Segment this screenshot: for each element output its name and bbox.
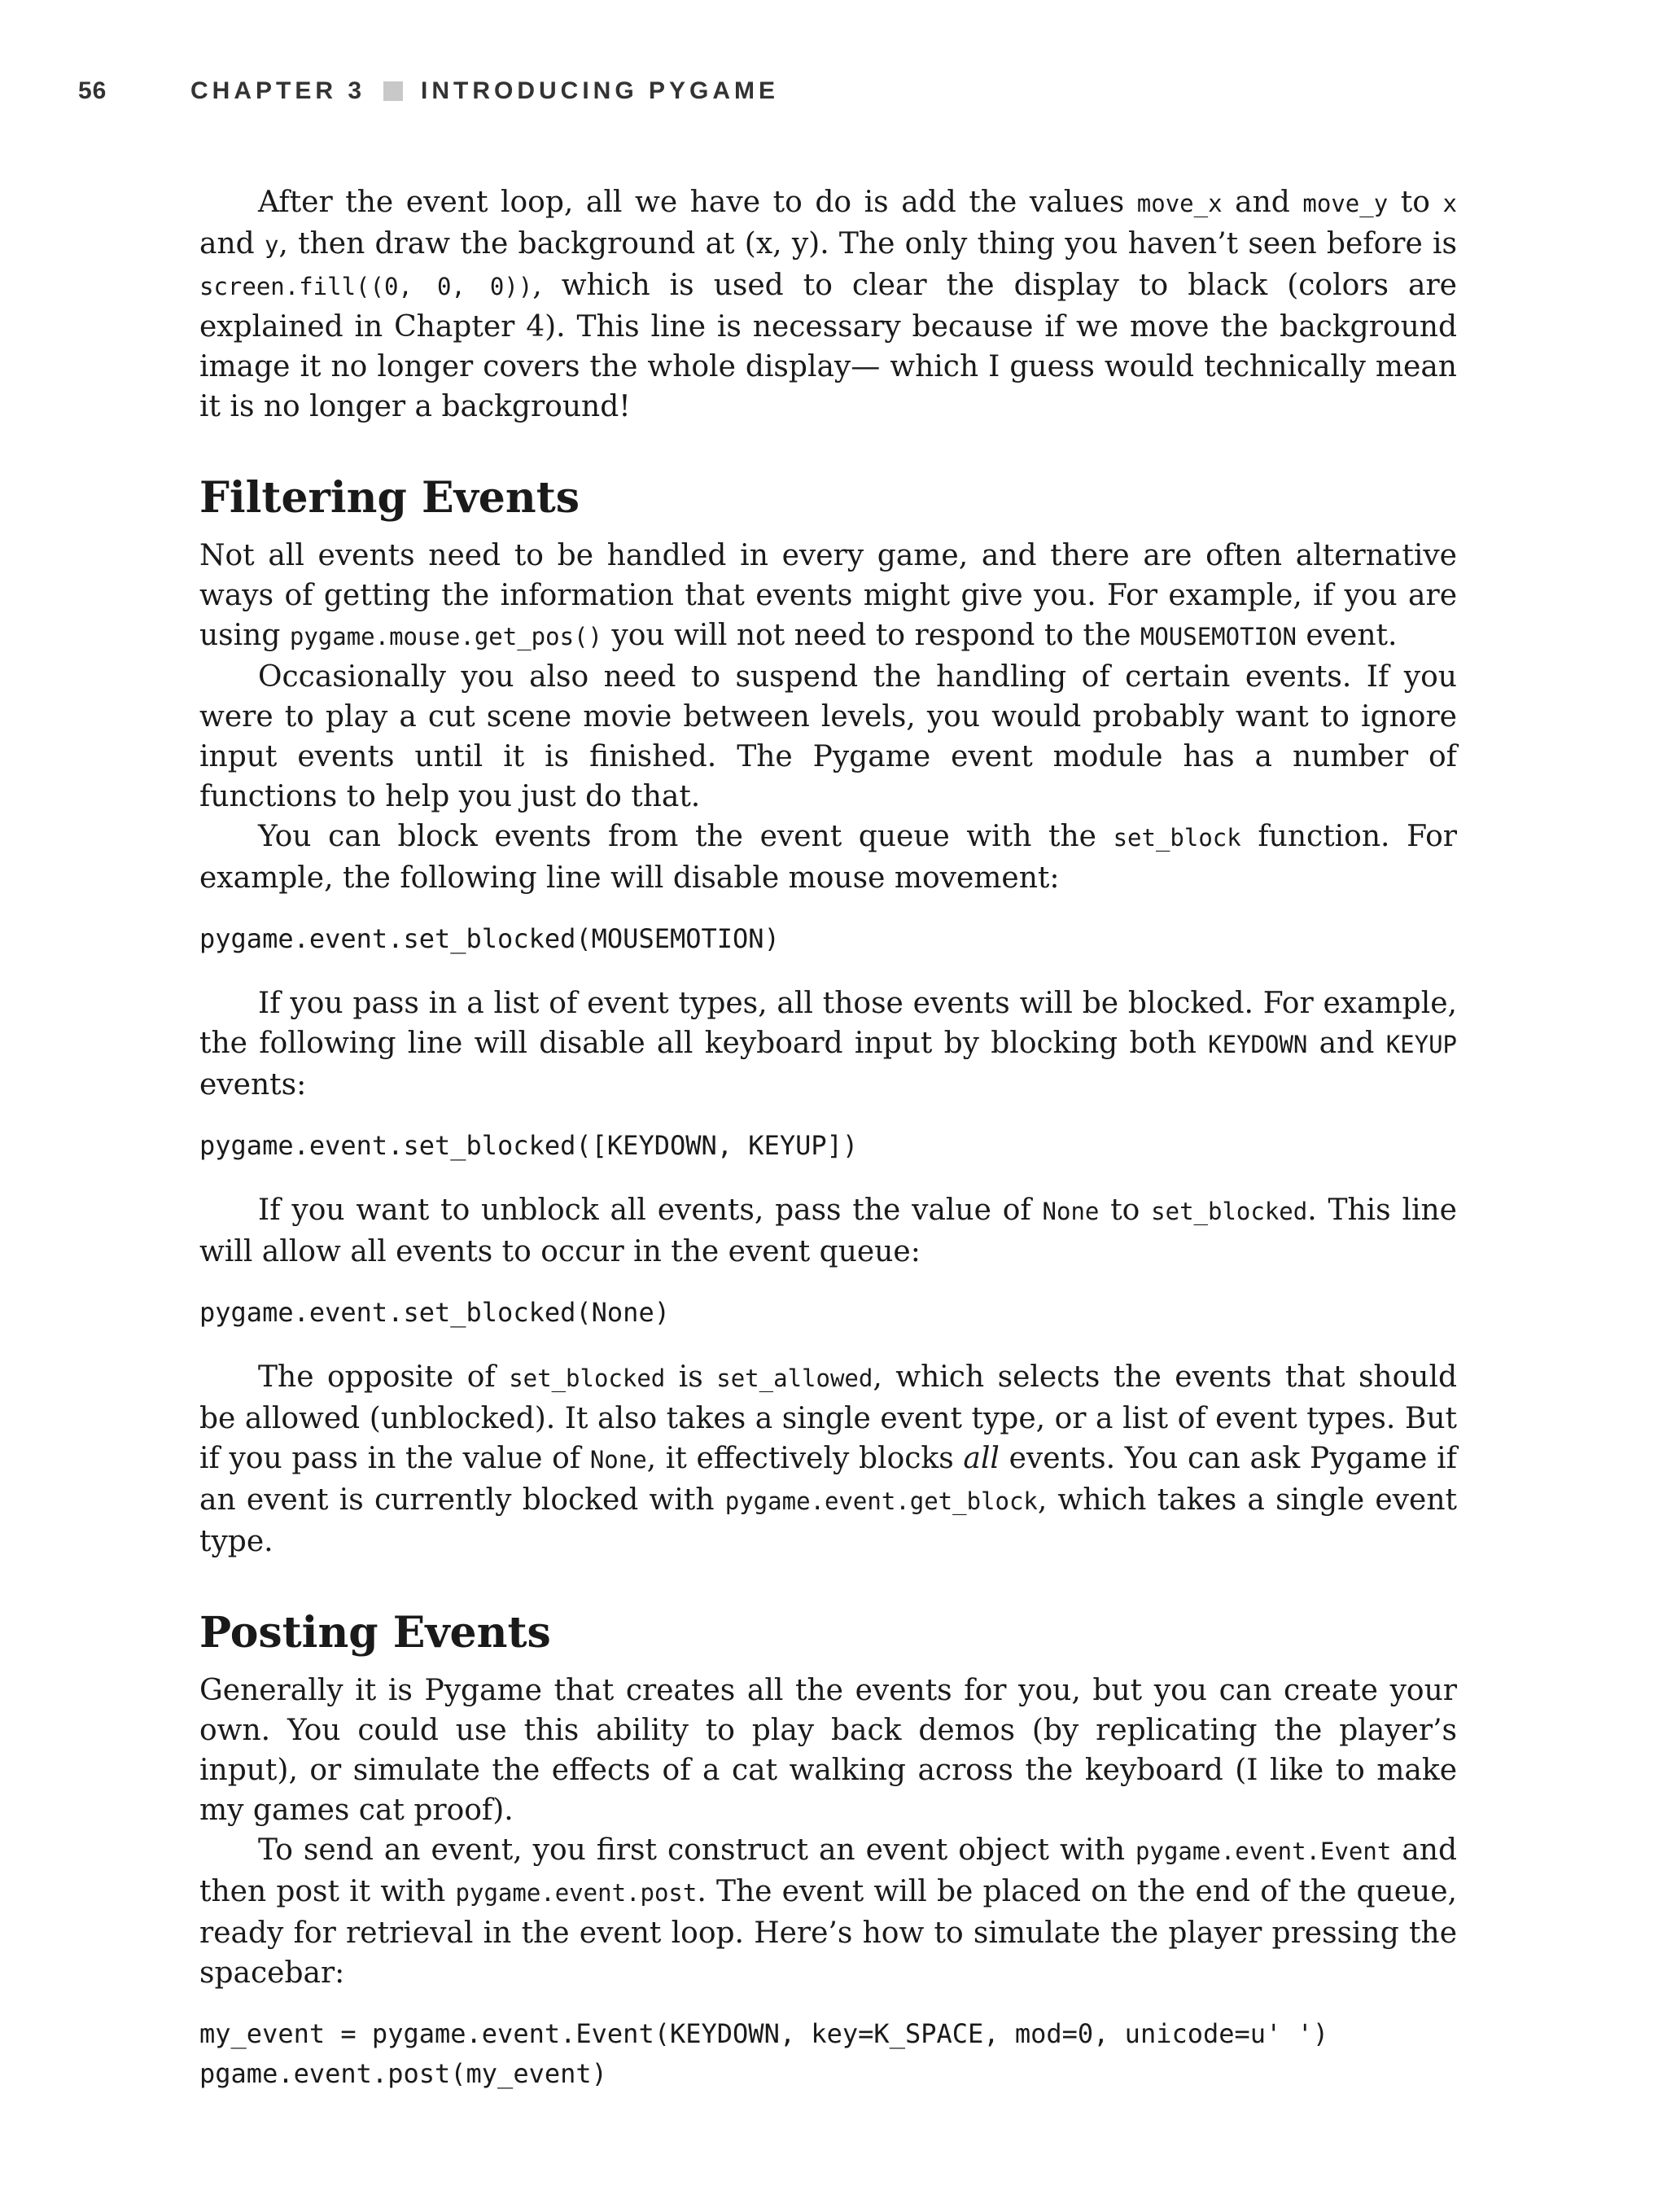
chapter-label: CHAPTER 3 — [190, 77, 366, 104]
paragraph: If you want to unblock all events, pass the value of None to set_blocked. This line will allow all events to occur in the event queue: — [199, 1194, 1457, 1268]
paragraph: You can block events from the event queue with the set_block function. For example, the following line will disable mouse movement: — [199, 820, 1457, 895]
chapter-title: INTRODUCING PYGAME — [421, 77, 780, 104]
page-body — [199, 182, 1457, 2118]
paragraph: If you pass in a list of event types, all those events will be blocked. For example, the following line will disable all keyboard input by blocking both KEYDOWN and KEYUP events: — [199, 987, 1457, 1102]
code-block: pygame.event.set_blocked([KEYDOWN, KEYUP]) — [199, 1130, 859, 1161]
code-block: pygame.event.set_blocked(None) — [199, 1297, 670, 1328]
code-line: pgame.event.post(my_event) — [199, 2058, 607, 2089]
code-line: my_event = pygame.event.Event(KEYDOWN, key=K_SPACE, mod=0, unicode=u' ') — [199, 2018, 1329, 2049]
section-heading-filtering-events: Filtering Events — [199, 473, 580, 523]
paragraph: Occasionally you also need to suspend the handling of certain events. If you were to play a cut scene movie between levels, you would probably want to ignore input events until it is finished. The Pygame event module has a number of functions to help you just do that. — [199, 660, 1457, 813]
header-separator-square — [383, 81, 403, 101]
section-heading-posting-events: Posting Events — [199, 1608, 551, 1658]
paragraph: To send an event, you first construct an event object with pygame.event.Event and then post it with pygame.event.post. The event will be placed on the end of the queue, ready for retrieval in the event loop. Here’s how to simulate the player pressing the spacebar: — [199, 1833, 1458, 1990]
page-number: 56 — [78, 77, 107, 104]
intro-paragraph: After the event loop, all we have to do is add the values move_x and move_y to x and y, then draw the background at (x, y). The only thing you haven’t seen before is screen.fill((0, 0, 0)), which is used to clear the display to black (colors are explained in Chapter 4). This line is necessary because if we move the background image it no longer covers the whole display— which I guess would technically mean it is no longer a background! — [199, 186, 1457, 423]
code-block: pygame.event.set_blocked(MOUSEMOTION) — [199, 923, 780, 954]
paragraph: The opposite of set_blocked is set_allowed, which selects the events that should be allowed (unblocked). It also takes a single event type, or a list of event types. But if you pass in the value of None, it effectively blocks all events. You can ask Pygame if an event is currently blocked with pygame.event.get_block, which takes a single event type. — [199, 1360, 1458, 1558]
paragraph: Not all events need to be handled in every game, and there are often alternative ways of getting the information that events might give you. For example, if you are using pygame.mouse.get_pos() you will not need to respond to the MOUSEMOTION event. — [199, 539, 1457, 652]
running-header — [78, 75, 1589, 107]
code-block — [199, 2014, 1457, 2094]
paragraph: Generally it is Pygame that creates all the events for you, but you can create your own. You could use this ability to play back demos (by replicating the player’s input), or simulate the effects of a cat walking across the keyboard (I like to make my games cat proof). — [199, 1674, 1457, 1827]
